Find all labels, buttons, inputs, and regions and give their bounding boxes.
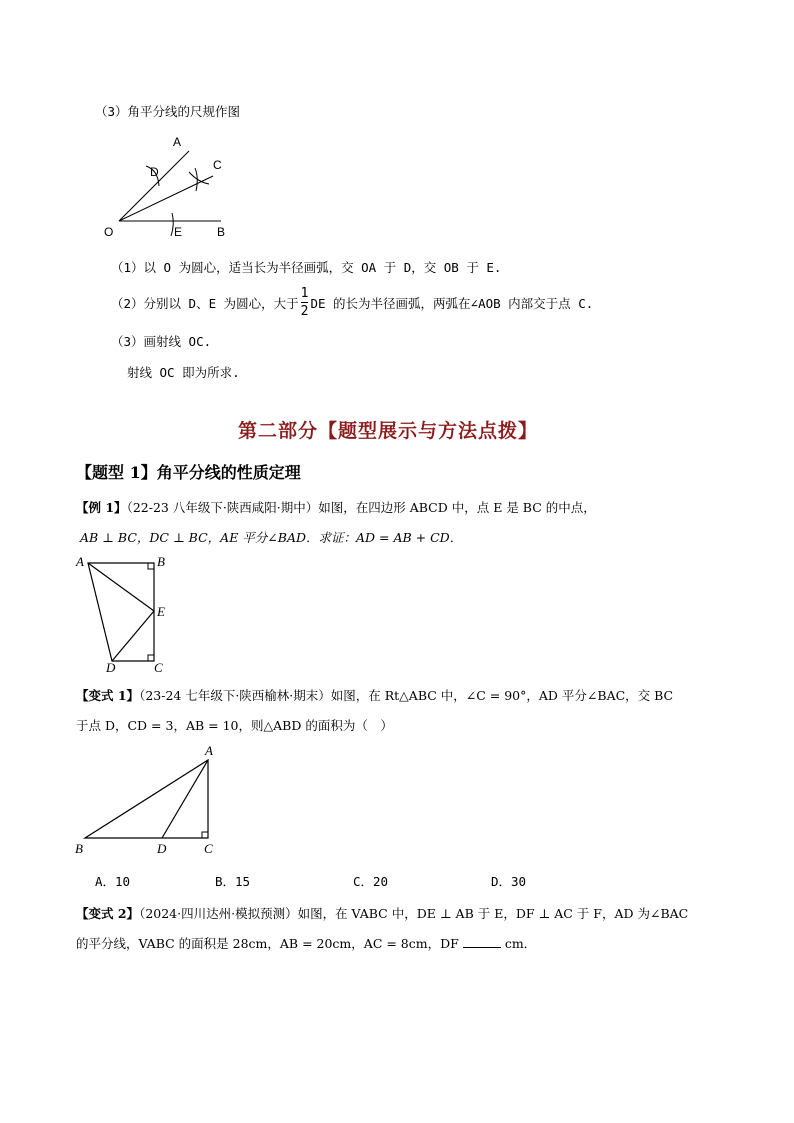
example1-line1 [76,498,596,516]
conclusion: 射线 OC 即为所求. [127,365,240,380]
option-d [491,872,526,890]
ray-oa [119,151,189,221]
example1-text1: （22-23 八年级下·陕西咸阳·期中）如图，在四边形 ABCD 中，点 E 是 BC 的中点， [126,500,596,515]
option-c [353,872,388,890]
angle-bisector-figure [100,130,240,242]
example1-tag: 【例 1】 [76,500,127,515]
right-triangle-figure [72,742,222,858]
segment-de [112,611,154,661]
label-b: B [217,225,226,239]
arc-c2 [195,168,197,191]
option-b-label: B． [215,874,236,889]
variant2-text1: （2024·四川达州·模拟预测）如图，在 VABC 中，DE ⊥ AB 于 E，DF ⊥ AC 于 F，AD 为∠BAC [139,906,689,921]
label-a: A [76,554,84,569]
part2-title: 第二部分【题型展示与方法点拨】 [238,420,539,442]
step-3: （3）画射线 OC. [111,334,212,349]
answer-blank[interactable] [463,947,501,948]
label-d: D [157,841,167,856]
quad-abcd [88,563,154,661]
right-angle-c [202,832,208,838]
variant1-tag: 【变式 1】 [76,688,140,703]
step-2 [111,287,593,318]
ray-oc [119,176,213,221]
construction-heading: （3）角平分线的尺规作图 [95,104,241,119]
fraction-numerator: 1 [300,286,309,301]
variant2-line1 [76,904,688,922]
option-a [95,872,130,890]
right-angle-b [148,563,154,569]
variant1-line2: 于点 D，CD = 3，AB = 10，则△ABD 的面积为（ ） [76,718,393,733]
arc-e [171,213,173,236]
type1-title: 【题型 1】角平分线的性质定理 [76,463,301,482]
example1-line2: AB ⊥ BC，DC ⊥ BC，AE 平分∠BAD．求证：AD = AB + CD． [80,530,463,545]
step-2-pre: （2）分别以 D、E 为圆心，大于 [111,295,299,311]
fraction-half [301,287,309,318]
option-b-value: 15 [235,874,251,889]
variant2-text2: 的平分线，VABC 的面积是 28cm，AB = 20cm，AC = 8cm，DF [76,936,459,951]
label-a: A [205,743,213,758]
step-1: （1）以 O 为圆心，适当长为半径画弧，交 OA 于 D，交 OB 于 E. [111,260,502,275]
label-b: B [75,841,83,856]
label-d: D [106,660,116,674]
quadrilateral-figure [74,552,174,674]
option-d-value: 30 [511,874,527,889]
label-d: D [150,165,159,179]
label-c: C [213,158,222,172]
label-o: O [104,225,114,239]
variant2-line2 [76,934,536,952]
variant2-unit: cm． [504,936,537,951]
fraction-denominator: 2 [300,304,309,319]
label-a: A [173,135,182,149]
label-c: C [154,660,163,674]
option-c-value: 20 [373,874,389,889]
option-a-label: A． [95,874,116,889]
label-e: E [174,225,183,239]
option-a-value: 10 [115,874,131,889]
label-c: C [204,841,213,856]
variant1-line1 [76,686,673,704]
label-e: E [157,604,165,619]
option-b [215,872,250,890]
triangle-abc [85,760,208,838]
segment-ad [162,760,208,838]
label-b: B [157,554,165,569]
variant1-text1: （23-24 七年级下·陕西榆林·期末）如图，在 Rt△ABC 中，∠C = 90°，AD 平分∠BAC，交 BC [139,688,674,703]
variant2-tag: 【变式 2】 [76,906,140,921]
option-d-label: D． [491,874,512,889]
option-c-label: C． [353,874,374,889]
step-2-post: DE 的长为半径画弧，两弧在∠AOB 内部交于点 C. [310,295,594,311]
